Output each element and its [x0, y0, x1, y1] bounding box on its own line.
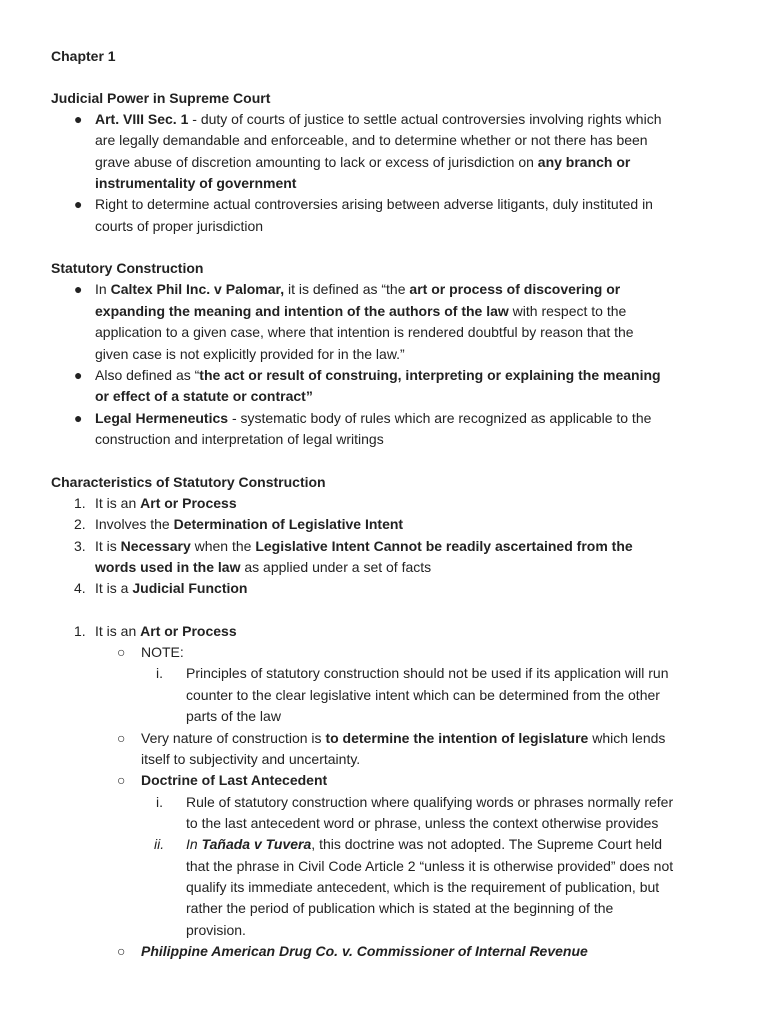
circle-marker: ○	[117, 730, 126, 746]
text-line: qualify its immediate antecedent, which is the requirement of publication, but	[186, 879, 660, 895]
text-line: Rule of statutory construction where qualifying words or phrases normally refer	[186, 794, 674, 810]
bold-term: to determine the intention of legislature	[325, 730, 589, 746]
text-run: In	[95, 281, 111, 297]
bold-term: words used in the law	[95, 559, 241, 575]
section-heading-characteristics: Characteristics of Statutory Construction	[51, 474, 326, 490]
text-run: Also defined as “	[95, 367, 200, 383]
list-number: 1.	[74, 495, 86, 511]
bold-term: or effect of a statute or contract”	[95, 388, 313, 404]
text-run: which lends	[588, 730, 666, 746]
list-number: 2.	[74, 516, 86, 532]
roman-numeral: i.	[156, 665, 163, 681]
section-heading-judicial-power: Judicial Power in Supreme Court	[51, 90, 271, 106]
text-run: It is an	[95, 623, 141, 639]
text-line: that the phrase in Civil Code Article 2 “unless it is otherwise provided” does not	[186, 858, 674, 874]
bold-term: any branch or	[537, 154, 631, 170]
text-line: rather the period of publication which is stated at the beginning of the	[186, 900, 614, 916]
text-run: - duty of courts of justice to settle actual controversies involving rights which	[188, 111, 662, 127]
list-number: 3.	[74, 538, 86, 554]
text-run: grave abuse of discretion amounting to lack or excess of jurisdiction on	[95, 154, 538, 170]
bullet-marker: ●	[74, 111, 83, 127]
bullet-marker: ●	[74, 367, 83, 383]
circle-marker: ○	[117, 772, 126, 788]
text-line: to the last antecedent word or phrase, unless the context otherwise provides	[186, 815, 659, 831]
text-line: construction and interpretation of legal writings	[95, 431, 384, 447]
text-run: It is a	[95, 580, 133, 596]
text-line: Principles of statutory construction should not be used if its application will run	[186, 665, 669, 681]
bold-term: instrumentality of government	[95, 175, 297, 191]
text-run: It is an	[95, 495, 141, 511]
text-run: , this doctrine was not adopted. The Supreme Court held	[311, 836, 663, 852]
circle-marker: ○	[117, 644, 126, 660]
bold-term: art or process of discovering or	[409, 281, 621, 297]
text-run: as applied under a set of facts	[240, 559, 432, 575]
case-name: Philippine American Drug Co. v. Commissioner of Internal Revenue	[141, 943, 588, 959]
text-line: itself to subjectivity and uncertainty.	[141, 751, 361, 767]
bold-term: Judicial Function	[132, 580, 248, 596]
bold-term: Art or Process	[140, 623, 237, 639]
bullet-marker: ●	[74, 410, 83, 426]
bold-term: Necessary	[120, 538, 191, 554]
text-run: - systematic body of rules which are recognized as applicable to the	[228, 410, 652, 426]
bold-term: the act or result of construing, interpreting or explaining the meaning	[199, 367, 661, 383]
text-run: Very nature of construction is	[141, 730, 326, 746]
text-run: In	[186, 836, 202, 852]
text-run: with respect to the	[508, 303, 627, 319]
text-line: counter to the clear legislative intent which can be determined from the other	[186, 687, 660, 703]
bold-term: Legal Hermeneutics	[95, 410, 229, 426]
roman-numeral: i.	[156, 794, 163, 810]
text-line: courts of proper jurisdiction	[95, 218, 264, 234]
bold-term: expanding the meaning and intention of the authors of the law	[95, 303, 509, 319]
circle-marker: ○	[117, 943, 126, 959]
text-run: It is	[95, 538, 121, 554]
text-run: Involves the	[95, 516, 174, 532]
bullet-marker: ●	[74, 281, 83, 297]
list-number: 1.	[74, 623, 86, 639]
bullet-marker: ●	[74, 196, 83, 212]
text-line: application to a given case, where that intention is rendered doubtful by reason that the	[95, 324, 634, 340]
bold-term: Legislative Intent Cannot be readily ascertained from the	[255, 538, 633, 554]
bold-term: Art or Process	[140, 495, 237, 511]
text-line: provision.	[186, 922, 246, 938]
bold-term: Determination of Legislative Intent	[173, 516, 404, 532]
text-line: Right to determine actual controversies arising between adverse litigants, duly instituted in	[95, 196, 653, 212]
text-line: are legally demandable and enforceable, and to determine whether or not there has been	[95, 132, 648, 148]
bold-term: Art. VIII Sec. 1	[95, 111, 189, 127]
note-label: NOTE:	[141, 644, 184, 660]
doctrine-heading: Doctrine of Last Antecedent	[141, 772, 328, 788]
case-name: Caltex Phil Inc. v Palomar,	[110, 281, 285, 297]
text-run: when the	[190, 538, 256, 554]
case-name: Tañada v Tuvera	[201, 836, 312, 852]
text-line: parts of the law	[186, 708, 281, 724]
text-run: it is defined as “the	[284, 281, 410, 297]
roman-numeral: ii.	[154, 836, 165, 852]
section-heading-statutory-construction: Statutory Construction	[51, 260, 204, 276]
text-line: given case is not explicitly provided for in the law.”	[95, 346, 405, 362]
chapter-title: Chapter 1	[51, 48, 116, 64]
list-number: 4.	[74, 580, 86, 596]
